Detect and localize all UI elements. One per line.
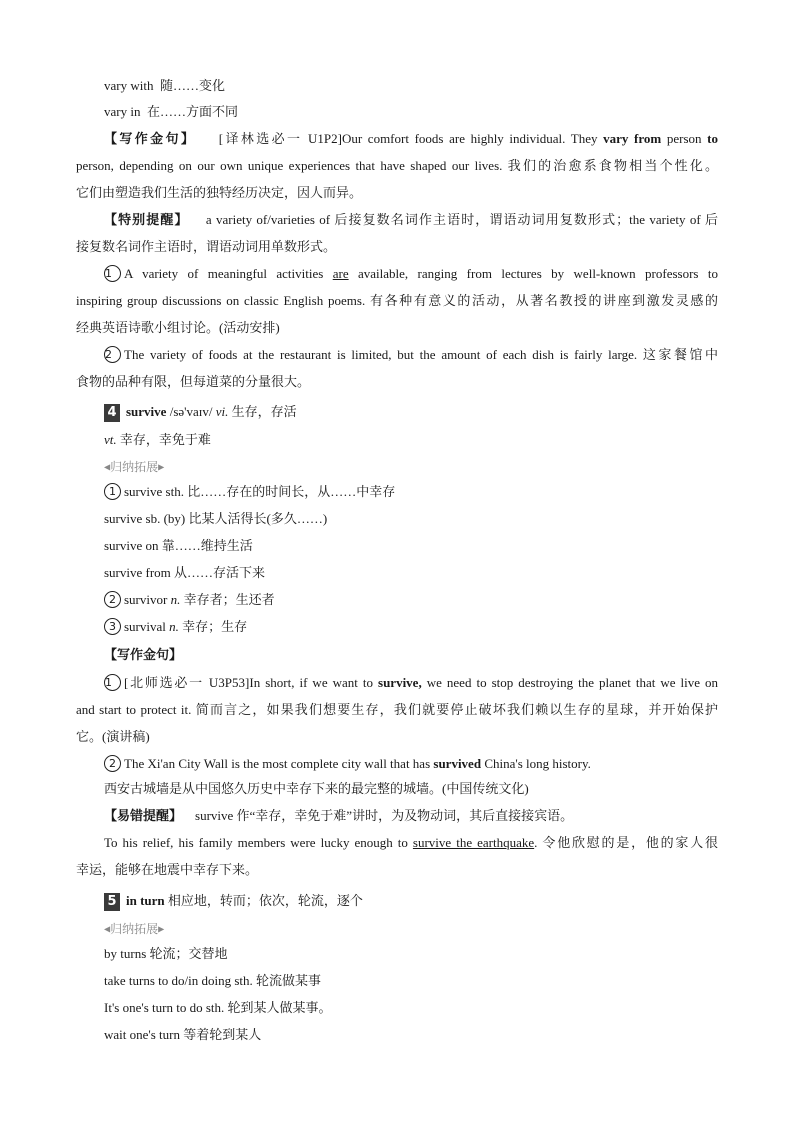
writing-example-2-translation: 西安古城墙是从中国悠久历史中幸存下来的最完整的城墙。(中国传统文化) [104,781,529,796]
special-reminder: 【特别提醒】 a variety of/varieties of 后接复数名词作主语时，谓语动词用复数形式；the variety of 后 [104,212,718,227]
extension-tag: ◀归纳拓展▶ [104,460,165,474]
entry-heading-in-turn: 5 in turn 相应地，转而；依次，轮流，逐个 [104,891,363,911]
entry-heading-survive: 4 survive /sə'vaɪv/ vi. 生存，存活 [104,402,297,422]
writing-sentence-heading: 【写作金句】 [104,647,183,662]
example-1-translation: 经典英语诗歌小组讨论。(活动安排) [76,320,280,335]
ext-survival: 3 survival n. 幸存；生存 [104,617,247,637]
entry-number-badge: 4 [104,404,120,422]
right-arrow-icon: ▶ [158,462,165,472]
example-1: 1 A variety of meaningful activities are available, ranging from lectures by well-known professors to [105,266,718,281]
ext-survive-on: survive on 靠……维持生活 [104,538,253,553]
special-reminder-cont: 接复数名词作主语时，谓语动词用单数形式。 [76,239,337,254]
example-2-translation: 食物的品种有限，但每道菜的分量很大。 [76,374,311,389]
writing-example-2: 2 The Xi'an City Wall is the most complete city wall that has survived China's long history. [104,754,591,774]
right-arrow-icon: ▶ [158,924,165,934]
ext-ones-turn: It's one's turn to do sth. 轮到某人做某事。 [104,1000,332,1015]
writing-sentence-1-translation: 它们由塑造我们生活的独特经历决定，因人而异。 [76,185,363,200]
ext-take-turns: take turns to do/in doing sth. 轮流做某事 [104,973,322,988]
ext-wait-turn: wait one's turn 等着轮到某人 [104,1027,262,1042]
writing-example-1-cont: and start to protect it. 简而言之，如果我们想要生存，我们就要停止破坏我们赖以生存的星球，并开始保护 [76,702,718,717]
left-arrow-icon: ◀ [104,924,111,934]
error-reminder: 【易错提醒】 survive 作“幸存，幸免于难”讲时，为及物动词，其后直接接宾语。 [104,808,574,823]
phrase-vary-with: vary with 随……变化 [104,78,225,93]
phrase-vary-in: vary in 在……方面不同 [104,104,238,119]
error-example-translation: 幸运，能够在地震中幸存下来。 [76,862,259,877]
ext-survive-from: survive from 从……存活下来 [104,565,266,580]
writing-example-1-end: 它。(演讲稿) [76,729,150,744]
entry-number-badge: 5 [104,893,120,911]
extension-tag-2: ◀归纳拓展▶ [104,922,165,936]
left-arrow-icon: ◀ [104,462,111,472]
example-1-cont: inspiring group discussions on classic English poems. 有各种有意义的活动，从著名教授的讲座到激发灵感的 [76,293,718,308]
ext-by-turns: by turns 轮流；交替地 [104,946,228,961]
ext-survivor: 2 survivor n. 幸存者；生还者 [104,590,275,610]
writing-sentence-1-cont: person, depending on our own unique experiences that have shaped our lives. 我们的治愈系食物相当个性化。 [76,158,718,173]
example-2: 2 The variety of foods at the restaurant is limited, but the amount of each dish is fairly large. 这家餐馆中 [105,347,718,362]
error-example: To his relief, his family members were lucky enough to survive the earthquake. 令他欣慰的是，他的家人很 [104,835,718,850]
writing-example-1: 1 [北师选必一 U3P53]In short, if we want to survive, we need to stop destroying the planet that we live on [105,675,719,690]
ext-survive-sb: survive sb. (by) 比某人活得长(多久……) [104,511,328,526]
ext-survive-sth: 1 survive sth. 比……存在的时间长，从……中幸存 [104,482,395,502]
entry-survive-vt: vt. 幸存，幸免于难 [104,432,211,447]
writing-sentence-1: 【写作金句】 [译林选必一 U1P2]Our comfort foods are highly individual. They vary from person to [104,131,718,146]
